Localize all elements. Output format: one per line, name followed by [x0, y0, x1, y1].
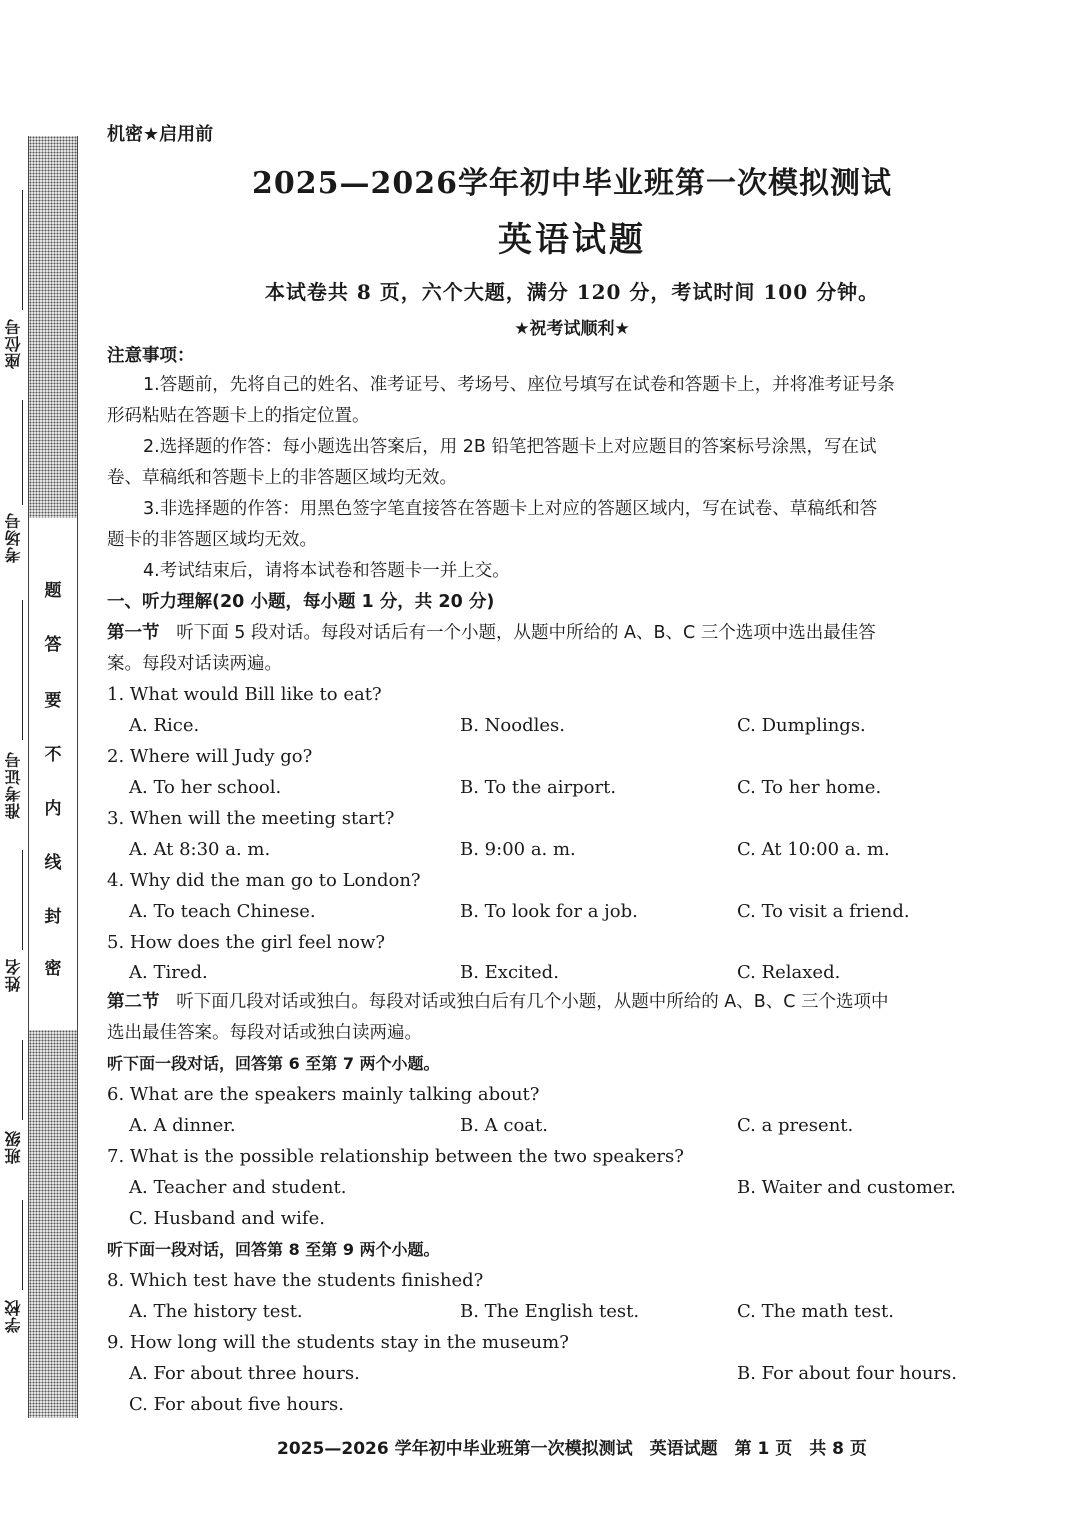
exam-room-blank[interactable] [22, 400, 23, 505]
option-1a[interactable]: A. Rice. [129, 715, 200, 736]
school-blank[interactable] [22, 1200, 23, 1290]
seal-char: 密 [44, 959, 62, 979]
note-line: 2.选择题的作答：每小题选出答案后，用 2B 铅笔把答题卡上对应题目的答案标号涂黑，写在试 [143, 437, 877, 457]
class-blank[interactable] [22, 1040, 23, 1120]
dialog-instruction: 听下面一段对话，回答第 6 至第 7 两个小题。 [107, 1054, 440, 1073]
confidential-mark: 机密★启用前 [107, 124, 214, 145]
question-9: 9. How long will the students stay in the museum? [107, 1332, 569, 1353]
dotted-border-top [28, 136, 78, 518]
option-6c[interactable]: C. a present. [737, 1115, 854, 1136]
option-8b[interactable]: B. The English test. [460, 1301, 640, 1322]
name-label: 姓名 [4, 958, 23, 992]
section2-intro [107, 991, 1037, 1013]
section1-intro [107, 622, 1037, 644]
part1-heading: 一、听力理解(20 小题，每小题 1 分，共 20 分) [107, 592, 495, 612]
seal-line-column [28, 518, 78, 1030]
option-8a[interactable]: A. The history test. [129, 1301, 303, 1322]
question-5: 5. How does the girl feel now? [107, 932, 386, 953]
seal-char: 要 [44, 691, 62, 711]
seat-number-label: 座位号 [4, 318, 23, 370]
option-2c[interactable]: C. To her home. [737, 777, 882, 798]
name-blank[interactable] [22, 850, 23, 950]
question-1: 1. What would Bill like to eat? [107, 684, 382, 705]
option-6a[interactable]: A. A dinner. [129, 1115, 236, 1136]
option-3b[interactable]: B. 9:00 a. m. [460, 839, 576, 860]
option-5b[interactable]: B. Excited. [460, 962, 559, 983]
option-7c[interactable]: C. Husband and wife. [129, 1208, 325, 1229]
section1-intro-cont: 案。每段对话读两遍。 [107, 654, 282, 674]
school-label: 学校 [4, 1299, 23, 1333]
note-line: 3.非选择题的作答：用黑色签字笔直接答在答题卡上对应的答题区域内，写在试卷、草稿纸和答 [143, 499, 878, 519]
section-instruction: 听下面几段对话或独白。每段对话或独白后有几个小题，从题中所给的 A、B、C 三个选项中 [176, 992, 889, 1012]
question-3: 3. When will the meeting start? [107, 808, 395, 829]
seal-char: 封 [44, 907, 62, 927]
section-label: 第一节 [107, 623, 160, 643]
exam-info: 本试卷共 8 页，六个大题，满分 120 分，考试时间 100 分钟。 [264, 280, 880, 304]
class-label: 班级 [4, 1130, 23, 1164]
option-1c[interactable]: C. Dumplings. [737, 715, 866, 736]
seal-char: 线 [44, 853, 62, 873]
dotted-border-bottom [28, 1030, 78, 1418]
note-line: 1.答题前，先将自己的姓名、准考证号、考场号、座位号填写在试卷和答题卡上，并将准考证号条 [143, 375, 895, 395]
option-2b[interactable]: B. To the airport. [460, 777, 617, 798]
option-7b[interactable]: B. Waiter and customer. [737, 1177, 956, 1198]
option-4c[interactable]: C. To visit a friend. [737, 901, 910, 922]
admission-number-label: 准考证号 [4, 751, 23, 819]
option-9a[interactable]: A. For about three hours. [129, 1363, 360, 1384]
question-8: 8. Which test have the students finished? [107, 1270, 484, 1291]
option-1b[interactable]: B. Noodles. [460, 715, 565, 736]
subject-title: 英语试题 [498, 220, 646, 260]
option-9c[interactable]: C. For about five hours. [129, 1394, 345, 1415]
exam-room-label: 考场号 [4, 512, 23, 564]
option-3c[interactable]: C. At 10:00 a. m. [737, 839, 890, 860]
option-5c[interactable]: C. Relaxed. [737, 962, 841, 983]
dialog-instruction: 听下面一段对话，回答第 8 至第 9 两个小题。 [107, 1240, 440, 1259]
note-line: 卷、草稿纸和答题卡上的非答题区域均无效。 [107, 468, 457, 488]
seat-number-blank[interactable] [22, 190, 23, 310]
option-9b[interactable]: B. For about four hours. [737, 1363, 957, 1384]
page-footer: 2025—2026 学年初中毕业班第一次模拟测试 英语试题 第 1 页 共 8 页 [277, 1439, 867, 1459]
note-line: 4.考试结束后，请将本试卷和答题卡一并上交。 [143, 561, 510, 581]
seal-char: 答 [44, 635, 62, 655]
option-7a[interactable]: A. Teacher and student. [129, 1177, 347, 1198]
good-luck-line: ★祝考试顺利★ [514, 319, 630, 339]
admission-number-blank[interactable] [22, 600, 23, 740]
note-line: 题卡的非答题区域均无效。 [107, 530, 317, 550]
question-2: 2. Where will Judy go? [107, 746, 313, 767]
note-line: 形码粘贴在答题卡上的指定位置。 [107, 406, 370, 426]
question-7: 7. What is the possible relationship between the two speakers? [107, 1146, 684, 1167]
seal-char: 内 [44, 799, 62, 819]
option-4a[interactable]: A. To teach Chinese. [129, 901, 316, 922]
section-label: 第二节 [107, 992, 160, 1012]
option-3a[interactable]: A. At 8:30 a. m. [129, 839, 271, 860]
option-4b[interactable]: B. To look for a job. [460, 901, 638, 922]
exam-title: 2025—2026学年初中毕业班第一次模拟测试 [252, 166, 892, 201]
seal-char: 题 [44, 581, 62, 601]
question-4: 4. Why did the man go to London? [107, 870, 421, 891]
question-6: 6. What are the speakers mainly talking about? [107, 1084, 540, 1105]
option-8c[interactable]: C. The math test. [737, 1301, 894, 1322]
option-6b[interactable]: B. A coat. [460, 1115, 548, 1136]
binding-strip [0, 0, 90, 1526]
notes-heading: 注意事项： [107, 346, 195, 366]
section-instruction: 听下面 5 段对话。每段对话后有一个小题，从题中所给的 A、B、C 三个选项中选出最佳答 [176, 623, 876, 643]
option-2a[interactable]: A. To her school. [129, 777, 282, 798]
option-5a[interactable]: A. Tired. [129, 962, 208, 983]
seal-char: 不 [44, 745, 62, 765]
section2-intro-cont: 选出最佳答案。每段对话或独白读两遍。 [107, 1023, 422, 1043]
